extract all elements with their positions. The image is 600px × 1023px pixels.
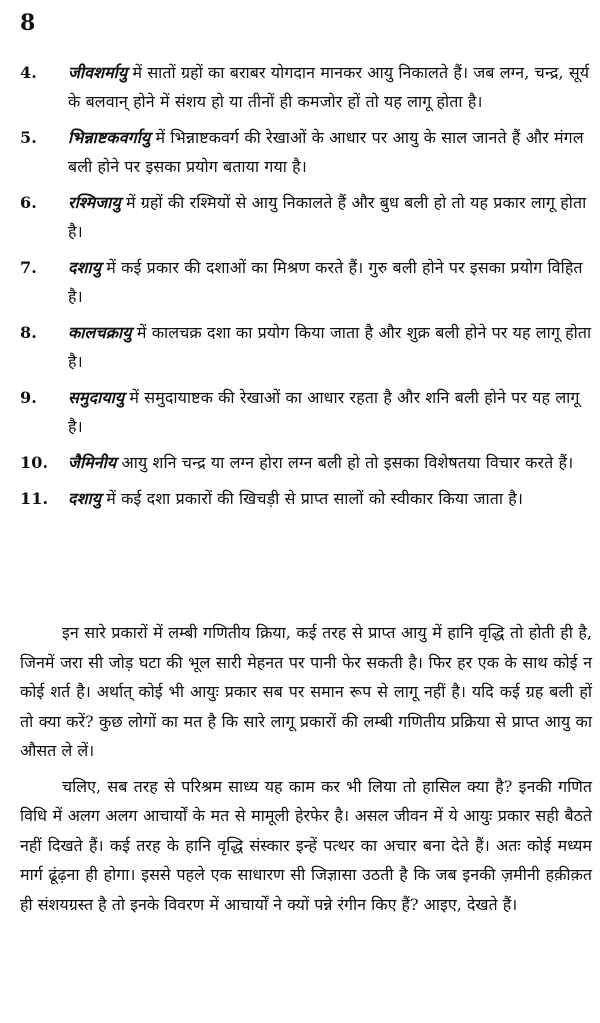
item-text: में सातों ग्रहों का बराबर योगदान मानकर आयु निकालते हैं। जब लग्न, चन्द्र, सूर्य के बलवान् होने में संशय हो या तीनों ही कमजोर हों तो यह लागू होता है।	[68, 63, 590, 111]
item-body	[68, 123, 592, 181]
item-body	[68, 253, 592, 311]
item-text: में समुदायाष्टक की रेखाओं का आधार रहता है और शनि बली होने पर यह लागू है।	[68, 388, 580, 436]
list-item	[20, 448, 592, 477]
item-number: 9.	[20, 388, 37, 407]
item-body	[68, 188, 592, 246]
list-item	[20, 318, 592, 376]
item-text: में कई दशा प्रकारों की खिचड़ी से प्राप्त सालों को स्वीकार किया जाता है।	[101, 489, 524, 508]
item-body	[68, 383, 592, 441]
list-item	[20, 188, 592, 246]
item-text: में ग्रहों की रश्मियों से आयु निकालते हैं और बुध बली हो तो यह प्रकार लागू होता है।	[68, 193, 587, 241]
item-number: 6.	[20, 193, 37, 212]
item-term: दशायु	[68, 258, 102, 277]
list-item	[20, 383, 592, 441]
item-text: में कालचक्र दशा का प्रयोग किया जाता है और शुक्र बली होने पर यह लागू होता है।	[68, 323, 592, 371]
item-body	[68, 484, 592, 513]
paragraph: इन सारे प्रकारों में लम्बी गणितीय क्रिया, कई तरह से प्राप्त आयु में हानि वृद्धि तो होती ही है, जिनमें जरा सी जोड़ घटा की भूल सारी मेहनत पर पानी फेर सकती है। फिर हर एक के साथ कोई न कोई शर्त है। अर्थात् कोई भी आयुः प्रकार सब पर समान रूप से लागू नहीं है। यदि कई ग्रह बली हों तो क्या करें? कुछ लोगों का मत है कि सारे लागू प्रकारों की लम्बी गणितीय प्रक्रिया से प्राप्त आयु का औसत ले लें।	[20, 623, 592, 760]
item-body	[68, 58, 592, 116]
list-item	[20, 484, 592, 513]
item-term: दशायु	[68, 489, 102, 508]
list-item	[20, 58, 592, 116]
item-number: 7.	[20, 258, 37, 277]
body-paragraphs	[20, 618, 592, 925]
list-item	[20, 123, 592, 181]
paragraph: चलिए, सब तरह से परिश्रम साध्य यह काम कर भी लिया तो हासिल क्या है? इनकी गणित विधि में अलग अलग आचार्यों के मत से मामूली हेरफेर है। असल जीवन में ये आयुः प्रकार सही बैठते नहीं दिखते हैं। कई तरह के हानि वृद्धि संस्कार इन्हें पत्थर का अचार बना देते हैं। अतः कोई मध्यम मार्ग ढूंढ़ना ही होगा। इससे पहले एक साधारण सी जिज्ञासा उठती है कि जब इनकी ज़मीनी हक़ीक़त ही संशयग्रस्त है तो इनके विवरण में आचार्यों ने क्यों पन्ने रंगीन किए हैं? आइए, देखते हैं।	[20, 776, 592, 914]
item-term: जीवशर्मायु	[68, 63, 128, 82]
item-number: 4.	[20, 63, 37, 82]
item-term: जैमिनीय	[68, 453, 117, 472]
item-term: समुदायायु	[68, 388, 125, 407]
page-number: 8	[20, 10, 36, 36]
item-term: कालचक्रायु	[68, 323, 132, 342]
item-body	[68, 448, 592, 477]
item-text: में कई प्रकार की दशाओं का मिश्रण करते हैं। गुरु बली होने पर इसका प्रयोग विहित है।	[68, 258, 583, 306]
item-number: 5.	[20, 128, 37, 147]
item-term: रश्मिजायु	[68, 193, 121, 212]
item-number: 10.	[20, 453, 49, 472]
item-term: भिन्नाष्टकवर्गायु	[68, 128, 151, 147]
item-text: आयु शनि चन्द्र या लग्न होरा लग्न बली हो तो इसका विशेषतया विचार करते हैं।	[116, 453, 574, 472]
item-body	[68, 318, 592, 376]
item-text: में भिन्नाष्टकवर्ग की रेखाओं के आधार पर आयु के साल जानते हैं और मंगल बली होने पर इसका प्रयोग बताया गया है।	[68, 128, 584, 176]
numbered-list	[20, 58, 592, 520]
item-number: 8.	[20, 323, 37, 342]
item-number: 11.	[20, 489, 49, 508]
list-item	[20, 253, 592, 311]
